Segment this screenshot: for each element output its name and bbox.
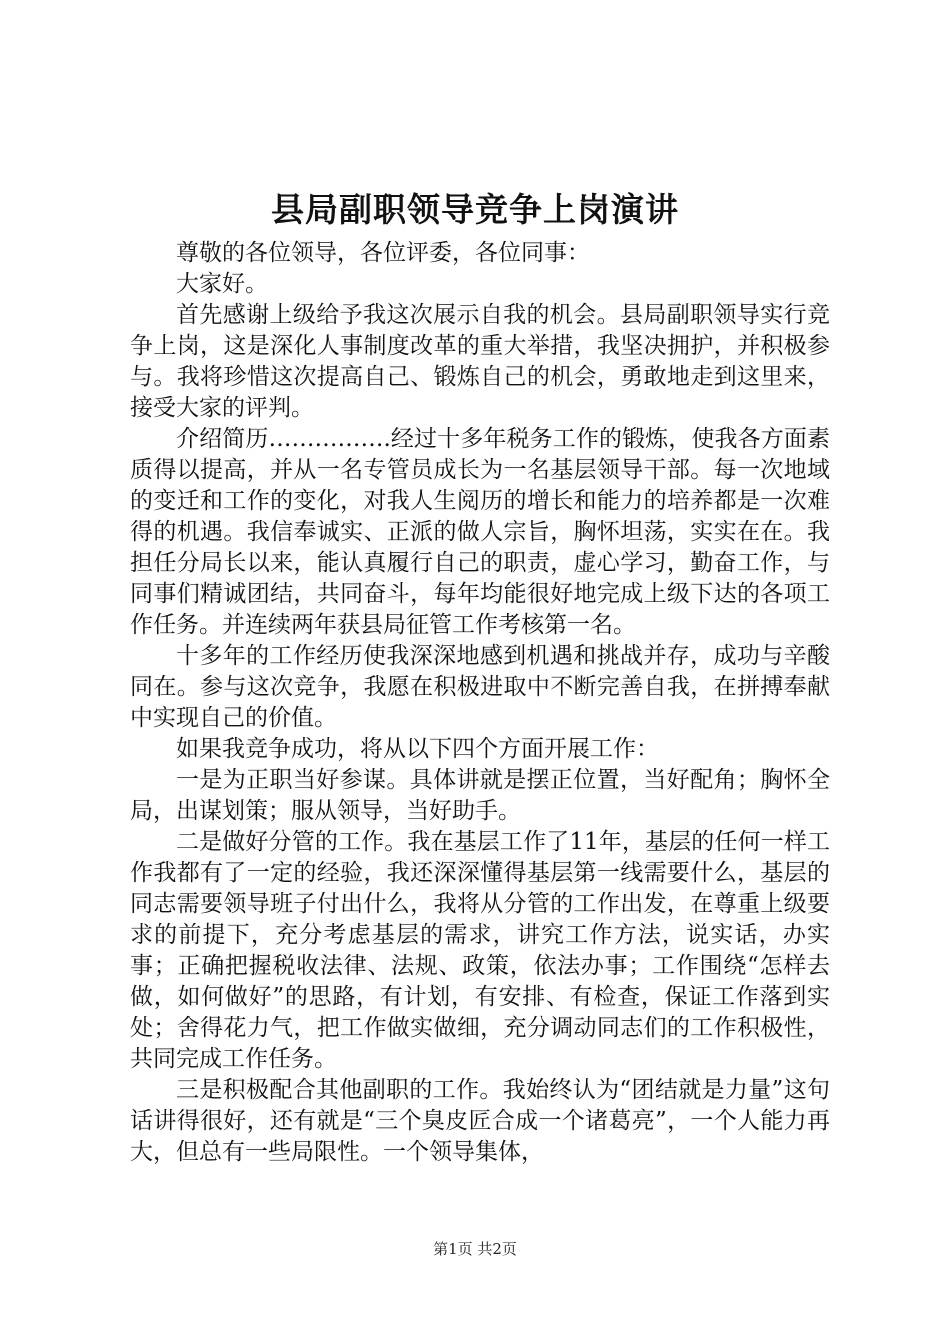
body-paragraph: 一是为正职当好参谋。具体讲就是摆正位置，当好配角；胸怀全局，出谋划策；服从领导，当好助手。 <box>130 767 830 824</box>
body-paragraph: 二是做好分管的工作。我在基层工作了11年，基层的任何一样工作我都有了一定的经验，我还深深懂得基层第一线需要什么，基层的同志需要领导班子付出什么，我将从分管的工作出发，在尊重上级要求的前提下，充分考虑基层的需求，讲究工作方法，说实话，办实事；正确把握税收法律、法规、政策，依法办事；工作围绕“怎样去做，如何做好”的思路，有计划，有安排、有检查，保证工作落到实处；舍得花力气，把工作做实做细，充分调动同志们的工作积极性，共同完成工作任务。 <box>130 829 830 1072</box>
document-body <box>130 238 830 1168</box>
page-footer: 第1页 共2页 <box>433 1240 517 1258</box>
body-paragraph: 十多年的工作经历使我深深地感到机遇和挑战并存，成功与辛酸同在。参与这次竞争，我愿在积极进取中不断完善自我，在拼搏奉献中实现自己的价值。 <box>130 643 830 731</box>
greeting-paragraph: 大家好。 <box>176 271 268 297</box>
body-paragraph: 介绍简历…………….经过十多年税务工作的锻炼，使我各方面素质得以提高，并从一名专管员成长为一名基层领导干部。每一次地域的变迁和工作的变化，对我人生阅历的增长和能力的培养都是一次难得的机遇。我信奉诚实、正派的做人宗旨，胸怀坦荡，实实在在。我担任分局长以来，能认真履行自己的职责，虚心学习，勤奋工作，与同事们精诚团结，共同奋斗，每年均能很好地完成上级下达的各项工作任务。并连续两年获县局征管工作考核第一名。 <box>130 426 830 638</box>
body-paragraph: 三是积极配合其他副职的工作。我始终认为“团结就是力量”这句话讲得很好，还有就是“三个臭皮匠合成一个诸葛亮”，一个人能力再大，但总有一些局限性。一个领导集体， <box>130 1077 830 1165</box>
body-paragraph: 如果我竞争成功，将从以下四个方面开展工作： <box>176 736 659 762</box>
document-title: 县局副职领导竞争上岗演讲 <box>271 190 679 229</box>
salutation-paragraph: 尊敬的各位领导，各位评委，各位同事： <box>176 240 590 266</box>
body-paragraph: 首先感谢上级给予我这次展示自我的机会。县局副职领导实行竞争上岗，这是深化人事制度改革的重大举措，我坚决拥护，并积极参与。我将珍惜这次提高自己、锻炼自己的机会，勇敢地走到这里来，接受大家的评判。 <box>130 302 830 421</box>
